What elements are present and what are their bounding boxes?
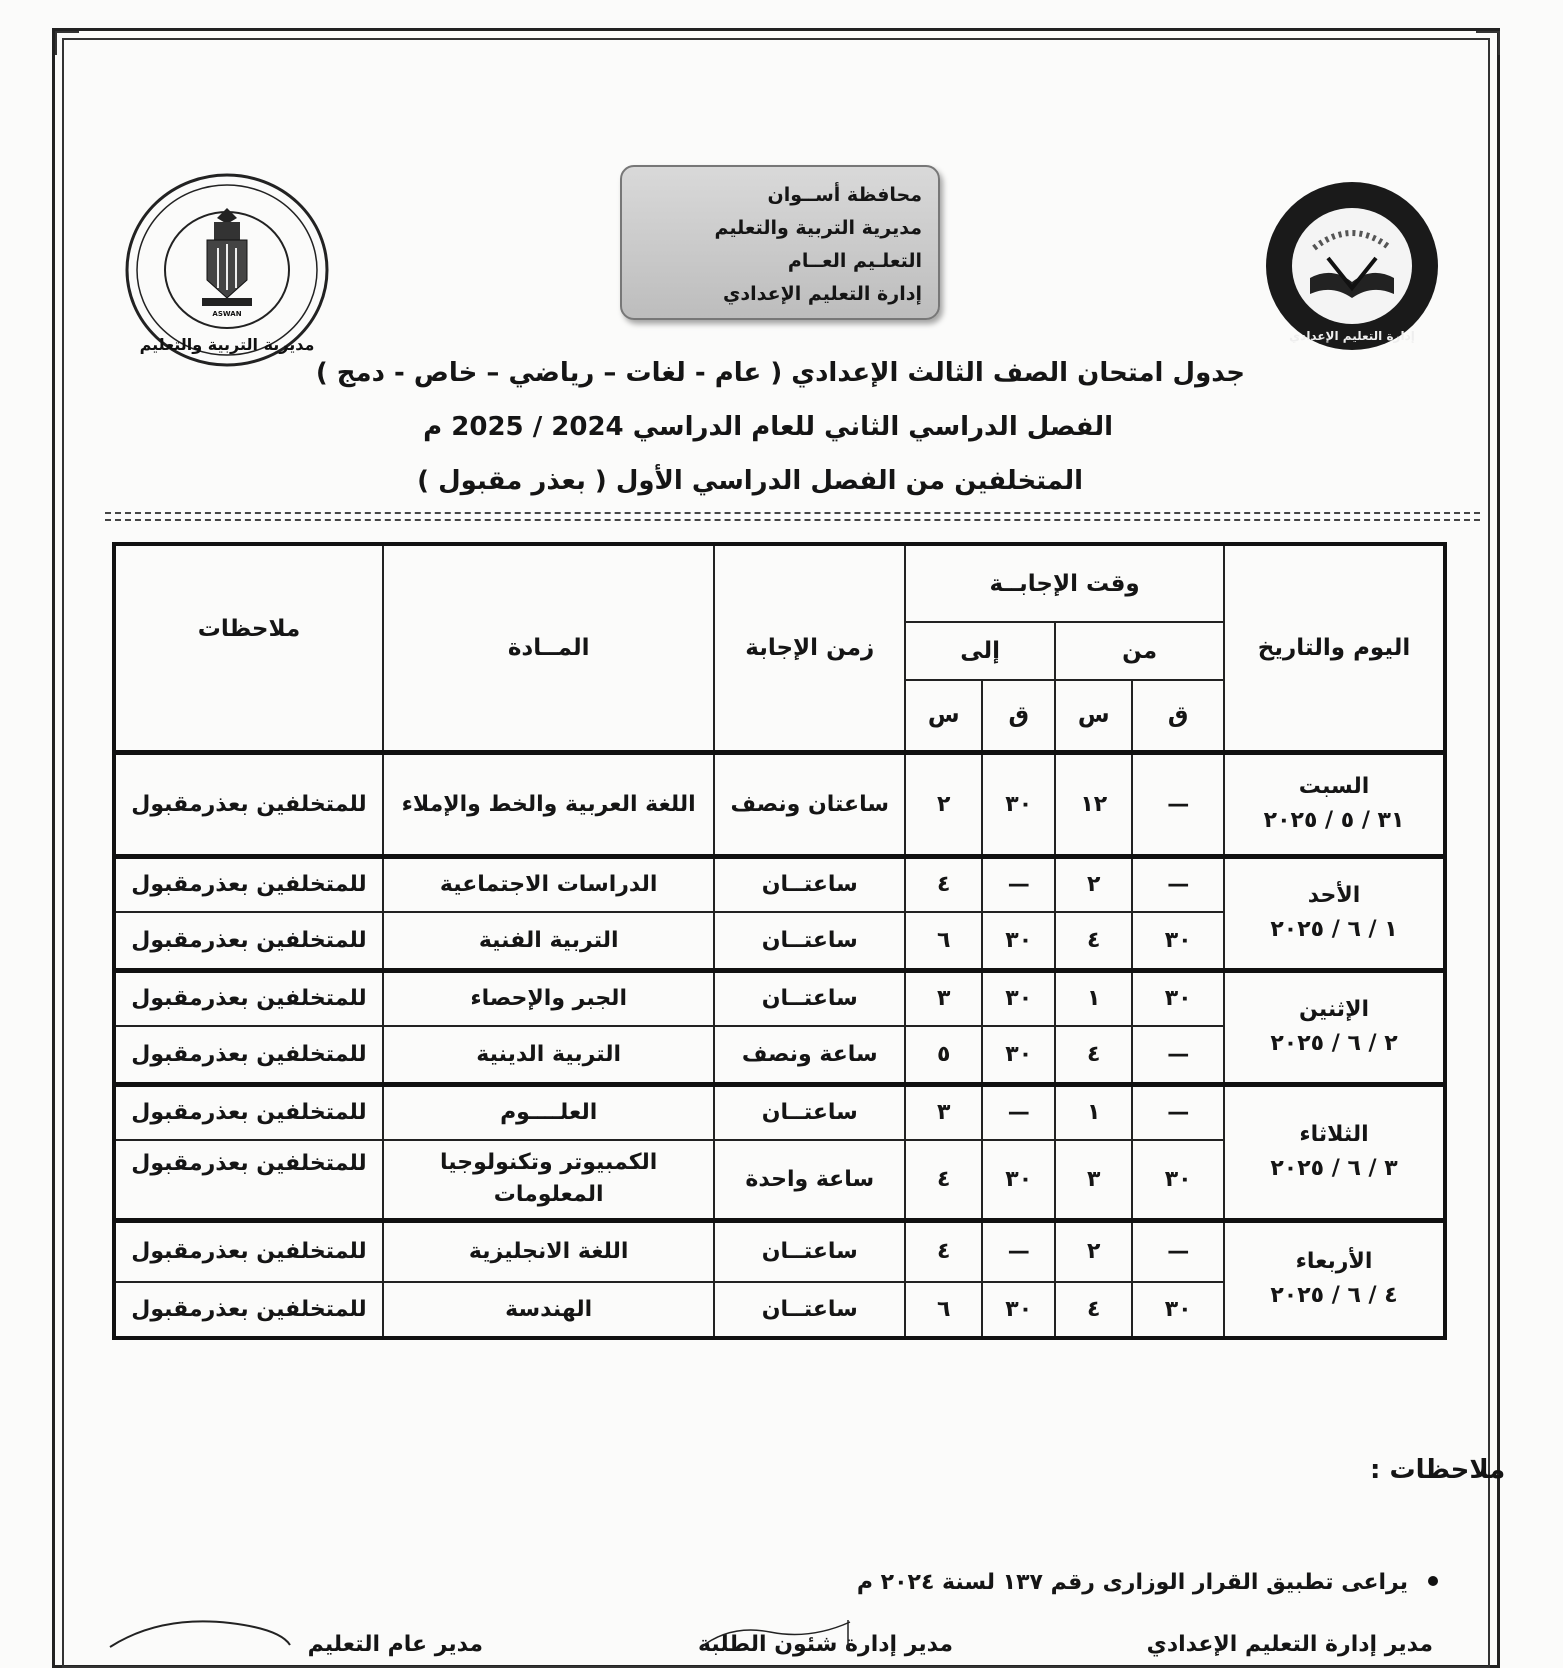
subject: العلــــوم [383,1084,714,1140]
day-name: السبت [1298,774,1370,799]
duration: ساعتــان [714,856,905,912]
to-minute: — [982,856,1055,912]
header-line: محافظة أســوان [767,184,922,206]
to-minute: ٣٠ [982,970,1055,1026]
from-minute: — [1132,856,1224,912]
duration: ساعتــان [714,1220,905,1282]
directorate-header-box [620,165,940,320]
frame-corner [1476,31,1500,55]
subject: الجبر والإحصاء [383,970,714,1026]
exam-date: ٣ / ٦ / ٢٠٢٥ [1270,1156,1398,1181]
from-minute: ٣٠ [1132,1282,1224,1338]
exam-schedule-table [112,542,1447,1340]
to-hour: ٥ [905,1026,982,1084]
note: للمتخلفين بعذرمقبول [114,752,383,856]
to-hour: ٦ [905,912,982,970]
bullet-icon [1428,1576,1438,1586]
from-hour: ١٢ [1055,752,1132,856]
seal-label: إدارة التعليم الإعدادي [1289,329,1415,343]
exam-date: ٢ / ٦ / ٢٠٢٥ [1270,1031,1398,1056]
to-hour: ٣ [905,970,982,1026]
from-hour: ١ [1055,1084,1132,1140]
to-minute: ٣٠ [982,1026,1055,1084]
header-line: مديرية التربية والتعليم [714,217,922,239]
from-hour: ٢ [1055,856,1132,912]
day-name: الثلاثاء [1299,1122,1369,1147]
notes-heading: ملاحظات : [1370,1455,1506,1485]
table-row [114,1220,1445,1282]
from-hour: ١ [1055,970,1132,1026]
frame-corner [55,31,79,55]
from-minute: — [1132,752,1224,856]
table-row [114,1084,1445,1140]
day-name: الإثنين [1299,997,1369,1022]
title-separator [105,512,1480,521]
subject: التربية الدينية [383,1026,714,1084]
to-hour: ٣ [905,1084,982,1140]
term-year-title: الفصل الدراسي الثاني للعام الدراسي 2024 / 2025 م [423,412,1113,442]
to-minute: — [982,1220,1055,1282]
signature-scribble [690,1618,860,1651]
header-from: من [1055,622,1224,680]
header-notes: ملاحظات [114,544,383,752]
from-minute: — [1132,1084,1224,1140]
to-hour: ٢ [905,752,982,856]
seal-label: مديرية التربية والتعليم [139,335,315,354]
from-hour: ٣ [1055,1140,1132,1220]
day-date-cell [1224,1220,1445,1338]
to-minute: ٣٠ [982,752,1055,856]
subject: الدراسات الاجتماعية [383,856,714,912]
note: للمتخلفين بعذرمقبول [114,1084,383,1140]
duration: ساعتــان [714,970,905,1026]
subject: اللغة الانجليزية [383,1220,714,1282]
header-from-hour: س [1055,680,1132,752]
signature-preparatory-director: مدير إدارة التعليم الإعدادي [1146,1632,1433,1657]
subject: اللغة العربية والخط والإملاء [383,752,714,856]
subject: الهندسة [383,1282,714,1338]
table-row [114,856,1445,912]
header-to-hour: س [905,680,982,752]
table-row [114,752,1445,856]
header-duration: زمن الإجابة [714,544,905,752]
day-date-cell [1224,1084,1445,1220]
day-date-cell [1224,856,1445,970]
from-minute: ٣٠ [1132,970,1224,1026]
to-hour: ٤ [905,1220,982,1282]
from-hour: ٤ [1055,912,1132,970]
from-minute: ٣٠ [1132,1140,1224,1220]
header-answer-time: وقت الإجابــة [905,544,1224,622]
from-hour: ٢ [1055,1220,1132,1282]
to-hour: ٤ [905,1140,982,1220]
header-line: التعلـيم العــام [787,250,922,272]
duration: ساعتــان [714,1282,905,1338]
to-hour: ٦ [905,1282,982,1338]
to-minute: ٣٠ [982,912,1055,970]
exam-date: ٤ / ٦ / ٢٠٢٥ [1270,1283,1398,1309]
seal-caption: ASWAN [212,310,242,318]
from-minute: — [1132,1026,1224,1084]
from-minute: ٣٠ [1132,912,1224,970]
signature-scribble [100,1615,300,1651]
header-subject: المــادة [383,544,714,752]
preparatory-administration-seal [1262,178,1442,353]
note: للمتخلفين بعذرمقبول [114,1282,383,1338]
duration: ساعة ونصف [714,1026,905,1084]
header-to: إلى [905,622,1055,680]
day-name: الأربعاء [1295,1249,1373,1275]
header-to-minute: ق [982,680,1055,752]
exempt-students-title: المتخلفين من الفصل الدراسي الأول ( بعذر مقبول ) [417,466,1083,496]
duration: ساعتان ونصف [714,752,905,856]
signature-general-director: مدير عام التعليم [307,1632,483,1657]
day-name: الأحد [1307,883,1361,908]
notes-item [857,1570,1408,1595]
from-hour: ٤ [1055,1282,1132,1338]
from-hour: ٤ [1055,1026,1132,1084]
aswan-directorate-seal [122,170,332,370]
notes-item-text: يراعى تطبيق القرار الوزارى رقم ١٣٧ لسنة ٢٠٢٤ م [856,1570,1408,1595]
to-hour: ٤ [905,856,982,912]
subject: الكمبيوتر وتكنولوجيا المعلومات [383,1140,714,1220]
duration: ساعتــان [714,912,905,970]
day-date-cell [1224,970,1445,1084]
note: للمتخلفين بعذرمقبول [114,1140,383,1220]
to-minute: — [982,1084,1055,1140]
duration: ساعتــان [714,1084,905,1140]
subject: التربية الفنية [383,912,714,970]
to-minute: ٣٠ [982,1140,1055,1220]
exam-date: ٣١ / ٥ / ٢٠٢٥ [1263,808,1405,833]
duration: ساعة واحدة [714,1140,905,1220]
table-row [114,970,1445,1026]
note: للمتخلفين بعذرمقبول [114,1220,383,1282]
exam-schedule-title: جدول امتحان الصف الثالث الإعدادي ( عام - لغات – رياضي – خاص - دمج ) [315,358,1245,388]
note: للمتخلفين بعذرمقبول [114,856,383,912]
note: للمتخلفين بعذرمقبول [114,970,383,1026]
header-from-minute: ق [1132,680,1224,752]
header-day-date: اليوم والتاريخ [1224,544,1445,752]
exam-date: ١ / ٦ / ٢٠٢٥ [1270,917,1398,942]
note: للمتخلفين بعذرمقبول [114,912,383,970]
header-line: إدارة التعليم الإعدادي [723,283,922,305]
from-minute: — [1132,1220,1224,1282]
signature-student-affairs: مدير إدارة شئون الطلبة [698,1632,953,1657]
note: للمتخلفين بعذرمقبول [114,1026,383,1084]
day-date-cell [1224,752,1445,856]
to-minute: ٣٠ [982,1282,1055,1338]
